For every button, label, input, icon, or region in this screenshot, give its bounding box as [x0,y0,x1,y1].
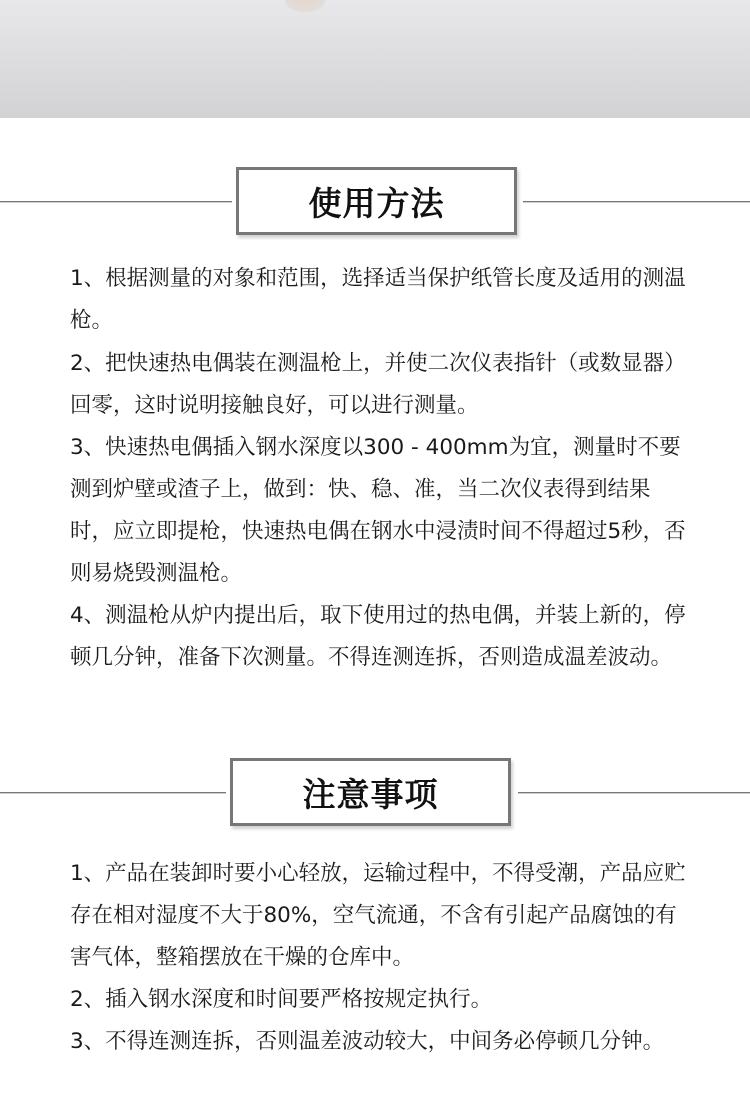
usage-item-2: 2、把快速热电偶装在测温枪上，并使二次仪表指针（或数显器）回零，这时说明接触良好，可以进行测量。 [70,351,686,418]
photo-detail [285,0,325,12]
section-notes-header [0,758,750,828]
section-title: 使用方法 [308,183,445,223]
section-title-box [236,167,517,235]
usage-item-3: 3、快速热电偶插入钢水深度以300 - 400mm为宜，测量时不要测到炉壁或渣子上，做到：快、稳、准，当二次仪表得到结果时，应立即提枪，快速热电偶在钢水中浸渍时间不得超过5秒，否则易烧毁测温枪。 [70,435,686,586]
section-title: 注意事项 [302,774,439,814]
usage-item-1: 1、根据测量的对象和范围，选择适当保护纸管长度及适用的测温枪。 [70,266,686,333]
divider-right [518,792,750,793]
divider-left [0,792,226,793]
notes-item-1: 1、产品在装卸时要小心轻放，运输过程中，不得受潮，产品应贮存在相对湿度不大于80%，空气流通，不含有引起产品腐蚀的有害气体，整箱摆放在干燥的仓库中。 [70,861,686,970]
section-title-box [230,758,511,826]
usage-item-4: 4、测温枪从炉内提出后，取下使用过的热电偶，并装上新的，停顿几分钟，准备下次测量。不得连测连拆，否则造成温差波动。 [70,603,686,670]
notes-item-2: 2、插入钢水深度和时间要严格按规定执行。 [70,987,493,1012]
product-photo [0,0,750,118]
divider-right [523,201,750,202]
divider-left [0,201,232,202]
notes-item-3: 3、不得连测连拆，否则温差波动较大，中间务必停顿几分钟。 [70,1029,665,1054]
section-usage-header [0,167,750,237]
